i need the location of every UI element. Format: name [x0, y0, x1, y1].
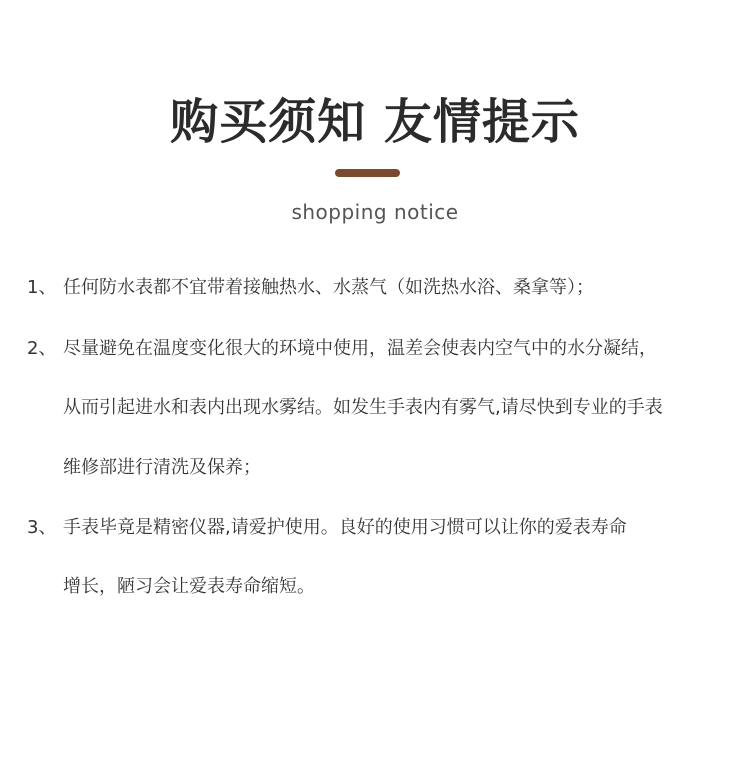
- notice-2-line-2: 从而引起进水和表内出现水雾结。如发生手表内有雾气,请尽快到专业的手表: [63, 397, 663, 418]
- notice-2-line-1: 尽量避免在温度变化很大的环境中使用，温差会使表内空气中的水分凝结，: [63, 338, 657, 359]
- notice-3-number: 3、: [27, 517, 57, 538]
- notice-2-number: 2、: [27, 338, 57, 359]
- notice-3-line-2: 增长，陋习会让爱表寿命缩短。: [63, 576, 315, 597]
- page-title: 购买须知 友情提示: [170, 94, 580, 150]
- notice-2-line-3: 维修部进行清洗及保养；: [63, 457, 261, 478]
- title-divider: [335, 169, 400, 177]
- notice-3-line-1: 手表毕竟是精密仪器,请爱护使用。良好的使用习惯可以让你的爱表寿命: [63, 517, 627, 538]
- page-subtitle: shopping notice: [291, 200, 459, 224]
- notice-1-number: 1、: [27, 277, 57, 298]
- notice-1-line-1: 任何防水表都不宜带着接触热水、水蒸气（如洗热水浴、桑拿等）；: [63, 277, 594, 298]
